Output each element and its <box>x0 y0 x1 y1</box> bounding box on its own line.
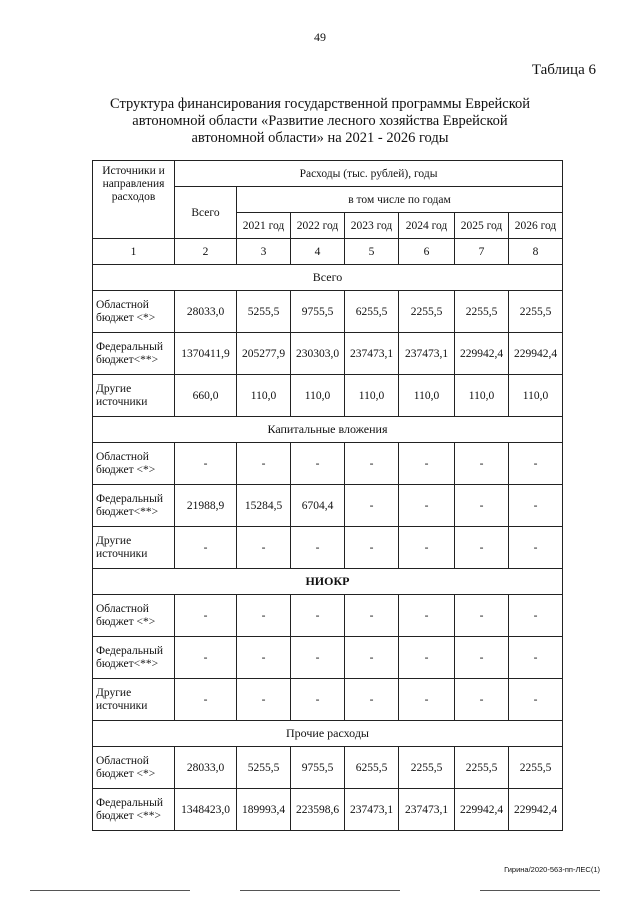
title-line: автономной области «Развитие лесного хозяйства Еврейской <box>132 113 508 129</box>
header-total: Всего <box>175 187 237 239</box>
value-cell: 5255,5 <box>237 291 291 333</box>
table-row <box>93 291 563 333</box>
value-cell: 223598,6 <box>291 789 345 831</box>
header-year: 2022 год <box>291 213 345 239</box>
table-row <box>93 789 563 831</box>
row-label: Другие источники <box>93 679 175 721</box>
value-cell: - <box>455 527 509 569</box>
value-cell: 28033,0 <box>175 291 237 333</box>
value-cell: 110,0 <box>291 375 345 417</box>
title-line: Структура финансирования государственной программы Еврейской <box>109 96 531 112</box>
value-cell: - <box>399 485 455 527</box>
value-cell: - <box>509 637 563 679</box>
value-cell: 2255,5 <box>399 747 455 789</box>
header-year: 2021 год <box>237 213 291 239</box>
value-cell: 237473,1 <box>345 789 399 831</box>
footer-rule <box>240 890 400 891</box>
value-cell: - <box>237 443 291 485</box>
value-cell: - <box>291 527 345 569</box>
footer-rule <box>30 890 190 891</box>
section-header-row <box>93 265 563 291</box>
value-cell: 1348423,0 <box>175 789 237 831</box>
value-cell: 237473,1 <box>399 789 455 831</box>
header-year: 2026 год <box>509 213 563 239</box>
value-cell: - <box>345 595 399 637</box>
value-cell: 229942,4 <box>509 333 563 375</box>
value-cell: 2255,5 <box>399 291 455 333</box>
value-cell: 237473,1 <box>399 333 455 375</box>
row-label: Областной бюджет <*> <box>93 747 175 789</box>
row-label: Федеральный бюджет<**> <box>93 333 175 375</box>
table-row <box>93 637 563 679</box>
value-cell: 2255,5 <box>455 747 509 789</box>
financing-table <box>92 160 563 831</box>
value-cell: - <box>237 527 291 569</box>
title-line: автономной области» на 2021 - 2026 годы <box>191 130 449 146</box>
value-cell: 205277,9 <box>237 333 291 375</box>
value-cell: 6255,5 <box>345 291 399 333</box>
section-header-row <box>93 569 563 595</box>
document-title <box>80 96 560 147</box>
section-title: Прочие расходы <box>93 721 563 747</box>
value-cell: 189993,4 <box>237 789 291 831</box>
column-number-row <box>93 239 563 265</box>
value-cell: - <box>455 485 509 527</box>
column-number: 3 <box>237 239 291 265</box>
row-label: Федеральный бюджет <**> <box>93 789 175 831</box>
value-cell: - <box>399 527 455 569</box>
header-expenses: Расходы (тыс. рублей), годы <box>175 161 563 187</box>
value-cell: 9755,5 <box>291 747 345 789</box>
value-cell: - <box>509 485 563 527</box>
value-cell: - <box>399 679 455 721</box>
section-title: Всего <box>93 265 563 291</box>
value-cell: - <box>399 595 455 637</box>
value-cell: - <box>509 679 563 721</box>
value-cell: 9755,5 <box>291 291 345 333</box>
value-cell: - <box>455 443 509 485</box>
value-cell: 110,0 <box>509 375 563 417</box>
value-cell: - <box>509 527 563 569</box>
value-cell: - <box>175 637 237 679</box>
value-cell: 1370411,9 <box>175 333 237 375</box>
header-year: 2023 год <box>345 213 399 239</box>
value-cell: 237473,1 <box>345 333 399 375</box>
value-cell: - <box>399 637 455 679</box>
column-number: 1 <box>93 239 175 265</box>
header-year: 2024 год <box>399 213 455 239</box>
value-cell: 28033,0 <box>175 747 237 789</box>
value-cell: - <box>291 637 345 679</box>
value-cell: 230303,0 <box>291 333 345 375</box>
value-cell: 110,0 <box>455 375 509 417</box>
value-cell: - <box>399 443 455 485</box>
section-header-row <box>93 721 563 747</box>
table-row <box>93 595 563 637</box>
value-cell: - <box>175 527 237 569</box>
value-cell: 5255,5 <box>237 747 291 789</box>
section-header-row <box>93 417 563 443</box>
value-cell: - <box>175 679 237 721</box>
footer-rule <box>480 890 600 891</box>
header-by-years: в том числе по годам <box>237 187 563 213</box>
table-row <box>93 443 563 485</box>
header-sources: Источники и направления расходов <box>93 161 175 239</box>
value-cell: 2255,5 <box>455 291 509 333</box>
section-title: Капитальные вложения <box>93 417 563 443</box>
value-cell: 21988,9 <box>175 485 237 527</box>
value-cell: - <box>237 679 291 721</box>
header-year: 2025 год <box>455 213 509 239</box>
value-cell: 2255,5 <box>509 747 563 789</box>
value-cell: 229942,4 <box>455 789 509 831</box>
value-cell: - <box>455 595 509 637</box>
value-cell: 15284,5 <box>237 485 291 527</box>
value-cell: 110,0 <box>237 375 291 417</box>
row-label: Областной бюджет <*> <box>93 291 175 333</box>
value-cell: 110,0 <box>345 375 399 417</box>
table-row <box>93 679 563 721</box>
column-number: 6 <box>399 239 455 265</box>
table-row <box>93 375 563 417</box>
table-row <box>93 333 563 375</box>
column-number: 7 <box>455 239 509 265</box>
column-number: 8 <box>509 239 563 265</box>
table-row <box>93 527 563 569</box>
value-cell: 2255,5 <box>509 291 563 333</box>
row-label: Федеральный бюджет<**> <box>93 485 175 527</box>
value-cell: - <box>175 595 237 637</box>
value-cell: - <box>509 595 563 637</box>
row-label: Другие источники <box>93 527 175 569</box>
value-cell: 229942,4 <box>455 333 509 375</box>
value-cell: 6704,4 <box>291 485 345 527</box>
page-number: 49 <box>314 30 326 44</box>
value-cell: 229942,4 <box>509 789 563 831</box>
value-cell: 6255,5 <box>345 747 399 789</box>
value-cell: - <box>291 679 345 721</box>
value-cell: - <box>291 595 345 637</box>
value-cell: - <box>345 443 399 485</box>
row-label: Областной бюджет <*> <box>93 443 175 485</box>
value-cell: - <box>175 443 237 485</box>
table-label: Таблица 6 <box>531 62 596 78</box>
value-cell: - <box>455 679 509 721</box>
value-cell: - <box>345 527 399 569</box>
column-number: 4 <box>291 239 345 265</box>
column-number: 2 <box>175 239 237 265</box>
value-cell: 110,0 <box>399 375 455 417</box>
sections-body <box>93 265 563 831</box>
value-cell: - <box>345 637 399 679</box>
footer-code: Гирина/2020-563-пп-ЛЕС(1) <box>504 865 600 874</box>
row-label: Областной бюджет <*> <box>93 595 175 637</box>
value-cell: - <box>345 485 399 527</box>
row-label: Другие источники <box>93 375 175 417</box>
value-cell: - <box>291 443 345 485</box>
section-title: НИОКР <box>93 569 563 595</box>
value-cell: - <box>509 443 563 485</box>
value-cell: - <box>345 679 399 721</box>
column-number: 5 <box>345 239 399 265</box>
value-cell: - <box>237 595 291 637</box>
value-cell: - <box>237 637 291 679</box>
table-row <box>93 747 563 789</box>
value-cell: 660,0 <box>175 375 237 417</box>
value-cell: - <box>455 637 509 679</box>
row-label: Федеральный бюджет<**> <box>93 637 175 679</box>
table-row <box>93 485 563 527</box>
